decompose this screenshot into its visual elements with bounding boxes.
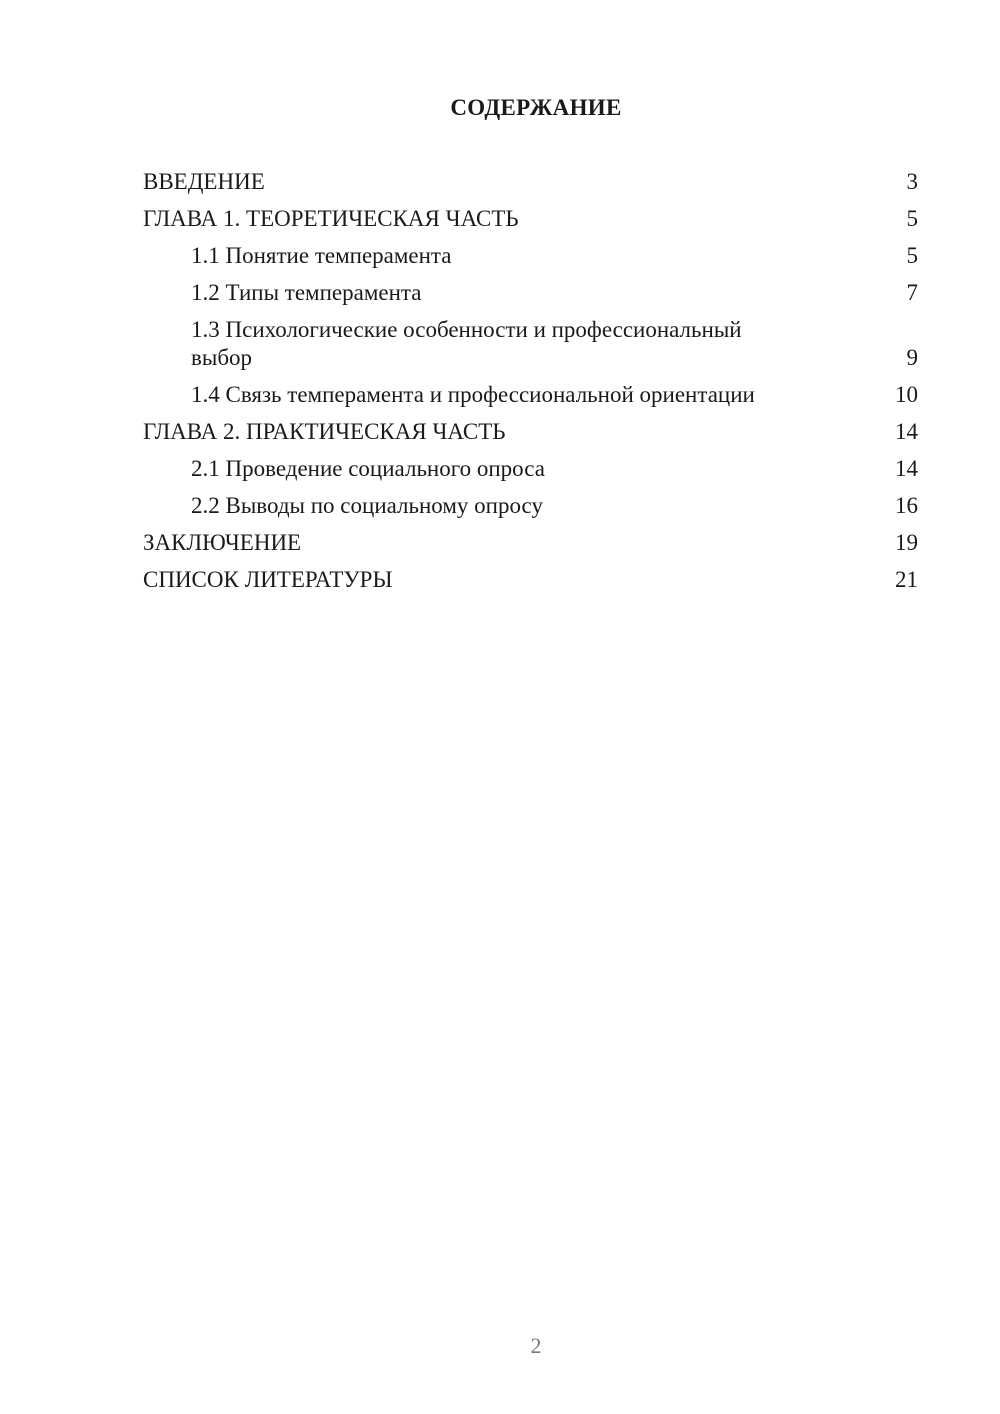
- toc-entry-label: 2.2 Выводы по социальному опросу: [191, 493, 543, 518]
- toc-entry-label: ВВЕДЕНИЕ: [143, 169, 265, 194]
- page-number: 2: [530, 1333, 542, 1358]
- toc-entry-label: ЗАКЛЮЧЕНИЕ: [143, 530, 302, 555]
- toc-entry-label: ГЛАВА 1. ТЕОРЕТИЧЕСКАЯ ЧАСТЬ: [143, 206, 519, 231]
- table-of-contents: [143, 168, 918, 603]
- toc-entry-page: 10: [895, 382, 918, 407]
- toc-entry-page: 21: [895, 567, 918, 592]
- toc-entry-page: 16: [895, 493, 918, 518]
- toc-entry-chapter-1[interactable]: [143, 205, 918, 233]
- toc-entry-conclusion[interactable]: [143, 529, 918, 557]
- toc-entry-section-1-3[interactable]: [143, 316, 918, 372]
- toc-entry-page: 19: [895, 530, 918, 555]
- toc-entry-label: СПИСОК ЛИТЕРАТУРЫ: [143, 567, 393, 592]
- toc-entry-page: 5: [906, 206, 918, 231]
- toc-entry-label: 1.3 Психологические особенности и профессиональный выбор: [191, 317, 742, 370]
- toc-entry-page: 7: [906, 280, 918, 305]
- toc-entry-label: 1.4 Связь темперамента и профессиональной ориентации: [191, 382, 755, 407]
- toc-entry-section-1-2[interactable]: [143, 279, 918, 307]
- toc-entry-label: 1.1 Понятие темперамента: [191, 243, 452, 268]
- toc-entry-section-1-1[interactable]: [143, 242, 918, 270]
- toc-entry-chapter-2[interactable]: [143, 418, 918, 446]
- toc-entry-page: 14: [895, 419, 918, 444]
- toc-entry-introduction[interactable]: [143, 168, 918, 196]
- toc-entry-section-2-1[interactable]: [143, 455, 918, 483]
- toc-entry-section-2-2[interactable]: [143, 492, 918, 520]
- toc-entry-label: 1.2 Типы темперамента: [191, 280, 422, 305]
- toc-entry-page: 5: [906, 243, 918, 268]
- toc-entry-page: 14: [895, 456, 918, 481]
- toc-entry-section-1-4[interactable]: [143, 381, 918, 409]
- toc-entry-label: 2.1 Проведение социального опроса: [191, 456, 545, 481]
- toc-entry-page: 3: [906, 169, 918, 194]
- toc-entry-label: ГЛАВА 2. ПРАКТИЧЕСКАЯ ЧАСТЬ: [143, 419, 506, 444]
- toc-entry-page: 9: [906, 345, 918, 370]
- toc-title: СОДЕРЖАНИЕ: [450, 95, 622, 120]
- toc-entry-references[interactable]: [143, 566, 918, 594]
